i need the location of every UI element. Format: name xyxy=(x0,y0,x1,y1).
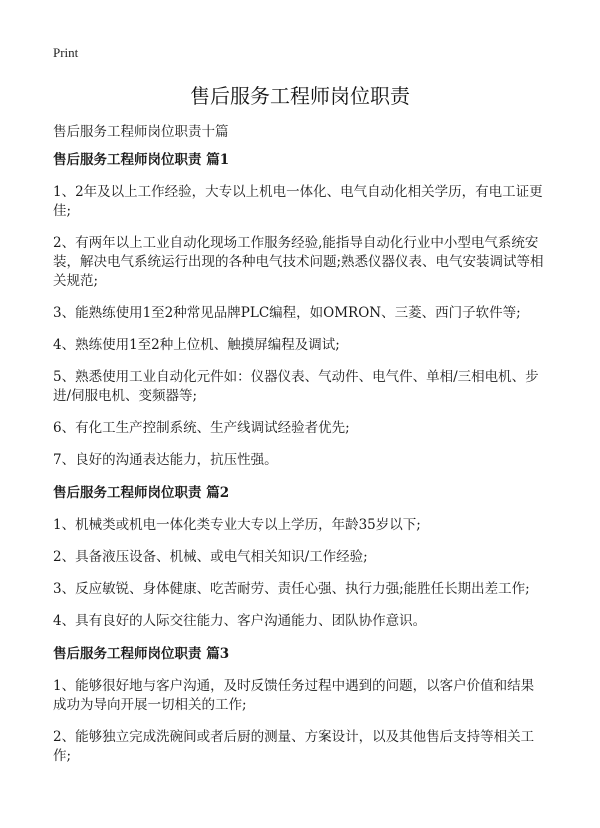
list-item: 1、2年及以上工作经验，大专以上机电一体化、电气自动化相关学历，有电工证更佳; xyxy=(53,184,543,219)
list-item: 5、熟悉使用工业自动化元件如：仪器仪表、气动件、电气件、单相/三相电机、步进/伺服电机、变频器等; xyxy=(53,369,539,404)
section-heading: 售后服务工程师岗位职责 篇2 xyxy=(53,485,230,501)
list-item: 4、具有良好的人际交往能力、客户沟通能力、团队协作意识。 xyxy=(53,613,427,629)
section-1 xyxy=(53,150,545,470)
list-item: 2、有两年以上工业自动化现场工作服务经验,能指导自动化行业中小型电气系统安装，解决电气系统运行出现的各种电气技术问题;熟悉仪器仪表、电气安装调试等相关规范; xyxy=(53,235,544,289)
document-subtitle: 售后服务工程师岗位职责十篇 xyxy=(53,124,229,140)
list-item: 2、具备液压设备、机械、或电气相关知识/工作经验; xyxy=(53,549,368,565)
list-item: 2、能够独立完成洗碗间或者后厨的测量、方案设计，以及其他售后支持等相关工作; xyxy=(53,729,535,764)
section-heading: 售后服务工程师岗位职责 篇1 xyxy=(53,152,230,168)
list-item: 7、良好的沟通表达能力，抗压性强。 xyxy=(53,452,278,468)
list-item: 6、有化工生产控制系统、生产线调试经验者优先; xyxy=(53,420,350,436)
section-heading: 售后服务工程师岗位职责 篇3 xyxy=(53,646,230,662)
section-3 xyxy=(53,644,545,766)
list-item: 3、能熟练使用1至2种常见品牌PLC编程，如OMRON、三菱、西门子软件等; xyxy=(53,305,521,321)
list-item: 1、机械类或机电一体化类专业大专以上学历，年龄35岁以下; xyxy=(53,517,421,533)
section-2 xyxy=(53,483,545,631)
list-item: 1、能够很好地与客户沟通，及时反馈任务过程中遇到的问题，以客户价值和结果成功为导向开展一切相关的工作; xyxy=(53,678,535,713)
document-body xyxy=(53,150,545,779)
document-title: 售后服务工程师岗位职责 xyxy=(190,84,410,108)
print-label: Print xyxy=(53,45,79,60)
list-item: 4、熟练使用1至2种上位机、触摸屏编程及调试; xyxy=(53,337,340,353)
list-item: 3、反应敏锐、身体健康、吃苦耐劳、责任心强、执行力强;能胜任长期出差工作; xyxy=(53,581,530,597)
